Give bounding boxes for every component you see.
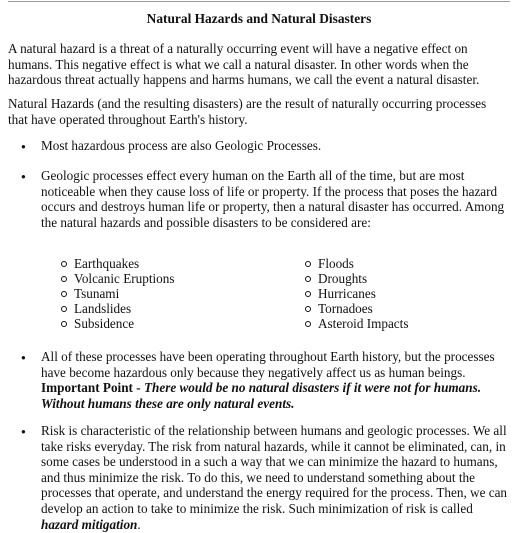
- hazard-item: Subsidence: [61, 316, 174, 331]
- bullet-geologic-effects: ● Geologic processes effect every human on the Earth all of the time, but are most noticeable when they cause loss of life or property. If the process that poses the hazard occurs and destroys human life or property, then a natural disaster has occurred. Among the natural hazards and possible disasters to be considered are:: [0, 168, 511, 230]
- hazards-right-column: [305, 256, 408, 331]
- hazard-item: Asteroid Impacts: [305, 316, 408, 331]
- hazard-item: Droughts: [305, 271, 408, 286]
- hazard-item: Volcanic Eruptions: [61, 271, 174, 286]
- hazard-item: Floods: [305, 256, 408, 271]
- important-point-separator: -: [132, 380, 144, 396]
- bullet-risk: [0, 423, 511, 532]
- hazard-mitigation-term: hazard mitigation: [41, 516, 138, 532]
- bullet-end: .: [137, 516, 141, 532]
- bullet-list-1: [0, 138, 518, 154]
- hazard-item: Landslides: [61, 301, 174, 316]
- hazard-item: Hurricanes: [305, 286, 408, 301]
- bullet-geologic-processes: ● Most hazardous process are also Geologic Processes.: [0, 138, 511, 154]
- page-title: Natural Hazards and Natural Disasters: [146, 11, 372, 26]
- bullet-text: All of these processes have been operating throughout Earth history, but the processes have become hazardous only because they negatively affect us as human beings.: [41, 349, 495, 380]
- hazards-left-column: [61, 256, 174, 331]
- processes-paragraph: Natural Hazards (and the resulting disasters) are the result of naturally occurring processes that have operated throughout Earth's history.: [8, 96, 487, 127]
- important-point-label: Important Point: [41, 380, 133, 396]
- intro-paragraph: A natural hazard is a threat of a naturally occurring event will have a negative effect on humans. This negative effect is what we call a natural disaster. In other words when the hazardous threat actually happens and harms humans, we call the event a natural disaster.: [8, 41, 480, 88]
- hazard-item: Tsunami: [61, 286, 174, 301]
- bullet-list-3: [0, 349, 518, 411]
- hazard-item: Tornadoes: [305, 301, 408, 316]
- hazard-item: Earthquakes: [61, 256, 174, 271]
- bullet-human-impact: [0, 349, 511, 411]
- bullet-text: Risk is characteristic of the relationship between humans and geologic processes. We all take risks everyday. The risk from natural hazards, while it cannot be eliminated, can, in some cases be understood in a such a way that we can minimize the hazard to humans, and thus minimize the risk. To do this, we need to understand something about the processes that operate, and understand the energy required for the process. Then, we can develop an action to take to minimize the risk. Such minimization of risk is called: [41, 423, 508, 516]
- bullet-list-2: [0, 168, 518, 230]
- top-divider: [8, 1, 510, 2]
- bullet-list-4: [0, 423, 518, 532]
- important-point-text: There would be no natural disasters if it were not for humans. Without humans these are only natural events.: [41, 380, 482, 411]
